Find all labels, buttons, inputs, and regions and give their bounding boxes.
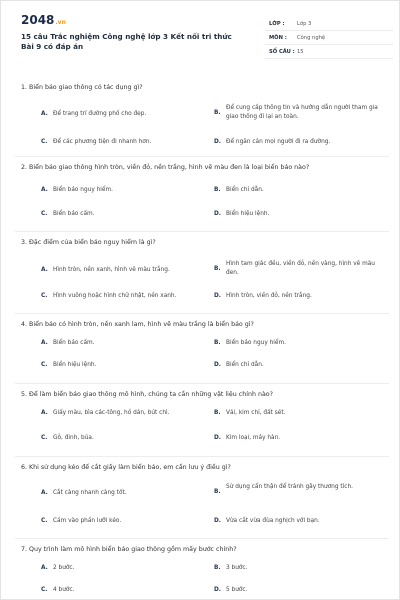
question-item: [15, 539, 389, 600]
meta-row-count: [265, 45, 393, 59]
question-item: [15, 157, 389, 232]
option-text: 2 bước.: [53, 565, 75, 571]
meta-value: Công nghệ: [297, 35, 326, 41]
option-letter: A.: [41, 490, 48, 496]
question-list: [15, 77, 389, 600]
option-letter: A.: [41, 187, 48, 193]
question-item: [15, 384, 389, 457]
option-text: Biển chỉ dẫn.: [226, 187, 264, 193]
option-text: Để các phương tiện đi nhanh hơn.: [53, 139, 152, 145]
option-letter: A.: [41, 410, 48, 416]
option-letter: B.: [214, 489, 221, 495]
option-letter: D.: [214, 211, 222, 217]
option-text: Để trang trí đường phố cho đẹp.: [53, 111, 147, 117]
option-text: 4 bước.: [53, 587, 75, 593]
option-letter: D.: [214, 518, 222, 524]
option-letter: C.: [41, 518, 48, 524]
option-text: Để ngăn cản mọi người đi ra đường.: [226, 139, 331, 145]
option-text: Biển báo cấm.: [53, 211, 95, 217]
option-text: Vừa cắt vừa đùa nghịch với bạn.: [226, 518, 320, 524]
meta-label: LỚP :: [269, 21, 285, 27]
meta-value: Lớp 3: [297, 21, 312, 27]
question-text: 6. Khi sử dụng kéo để cắt giấy làm biển báo, em cần lưu ý điều gì?: [21, 464, 231, 471]
option-text: Hình tròn, nền xanh, hình vẽ màu trắng.: [53, 267, 170, 273]
question-text: 3. Đặc điểm của biển báo nguy hiểm là gì?: [21, 239, 156, 246]
option-letter: C.: [41, 587, 48, 593]
question-text: 5. Để làm biển báo giao thông mô hình, chúng ta cần những vật liệu chính nào?: [21, 391, 273, 398]
option-letter: D.: [214, 362, 222, 368]
option-text: Vải, kim chỉ, đất sét.: [226, 410, 286, 416]
question-text: 1. Biển báo giao thông có tác dụng gì?: [21, 84, 143, 91]
site-logo[interactable]: [21, 13, 66, 27]
option-text: Kim loại, máy hàn.: [226, 435, 281, 441]
question-text: 4. Biển báo có hình tròn, nền xanh lam, hình vẽ màu trắng là biển báo gì?: [21, 321, 254, 328]
option-text: 5 bước.: [226, 587, 248, 593]
option-letter: D.: [214, 435, 222, 441]
option-text: Cầm vào phần lưỡi kéo.: [53, 518, 122, 524]
question-item: [15, 457, 389, 539]
option-text: Hình tam giác đều, viền đỏ, nền vàng, hình vẽ màu đen.: [226, 261, 375, 276]
option-letter: A.: [41, 565, 48, 571]
option-letter: D.: [214, 139, 222, 145]
page-title: 15 câu Trắc nghiệm Công nghệ lớp 3 Kết nối tri thức Bài 9 có đáp án: [21, 32, 232, 51]
document-header: [15, 11, 387, 61]
option-text: Để cung cấp thông tin và hướng dẫn người tham gia giao thông đi lại an toàn.: [226, 105, 378, 120]
option-text: Biển chỉ dẫn.: [226, 362, 264, 368]
option-text: Gỗ, đinh, búa.: [53, 435, 94, 441]
option-letter: A.: [41, 267, 48, 273]
option-letter: C.: [41, 293, 48, 299]
question-text: 2. Biển báo giao thông hình tròn, viền đỏ, nền trắng, hình vẽ màu đen là loại biển báo nào?: [21, 164, 310, 171]
option-letter: B.: [214, 110, 221, 116]
option-letter: C.: [41, 211, 48, 217]
option-letter: A.: [41, 111, 48, 117]
option-text: Hình vuông hoặc hình chữ nhật, nền xanh.: [53, 293, 177, 299]
meta-label: MÔN :: [269, 35, 287, 41]
option-text: Hình tròn, viền đỏ, nền trắng.: [226, 293, 312, 299]
meta-label: SỐ CÂU :: [269, 49, 295, 55]
option-text: 3 bước.: [226, 565, 248, 571]
option-text: Biển báo nguy hiểm.: [53, 187, 113, 193]
option-letter: C.: [41, 362, 48, 368]
option-text: Biển hiệu lệnh.: [53, 362, 97, 368]
option-text: Biển báo nguy hiểm.: [226, 340, 286, 346]
question-item: [15, 77, 389, 157]
meta-info: [265, 17, 393, 59]
logo-suffix: .vn: [55, 19, 66, 26]
option-letter: B.: [214, 340, 221, 346]
option-letter: C.: [41, 435, 48, 441]
meta-value: 15: [297, 49, 304, 55]
option-text: Biển hiệu lệnh.: [226, 211, 270, 217]
meta-row-class: [265, 17, 393, 31]
meta-row-subject: [265, 31, 393, 45]
logo-text: 2048: [21, 13, 55, 27]
option-letter: A.: [41, 340, 48, 346]
option-text: Cắt càng nhanh càng tốt.: [53, 490, 127, 496]
option-letter: B.: [214, 565, 221, 571]
option-letter: B.: [214, 187, 221, 193]
option-letter: B.: [214, 410, 221, 416]
option-letter: D.: [214, 293, 222, 299]
question-item: [15, 314, 389, 384]
question-text: 7. Quy trình làm mô hình biển báo giao thông gồm mấy bước chính?: [21, 546, 237, 553]
option-text: Biển báo cấm.: [53, 340, 95, 346]
option-text: Giấy màu, bìa các-tông, hồ dán, bút chì.: [53, 410, 170, 416]
option-letter: B.: [214, 266, 221, 272]
option-letter: C.: [41, 139, 48, 145]
question-item: [15, 232, 389, 314]
option-letter: D.: [214, 587, 222, 593]
option-text: Sử dụng cẩn thận để tránh gây thương tích.: [226, 484, 353, 490]
